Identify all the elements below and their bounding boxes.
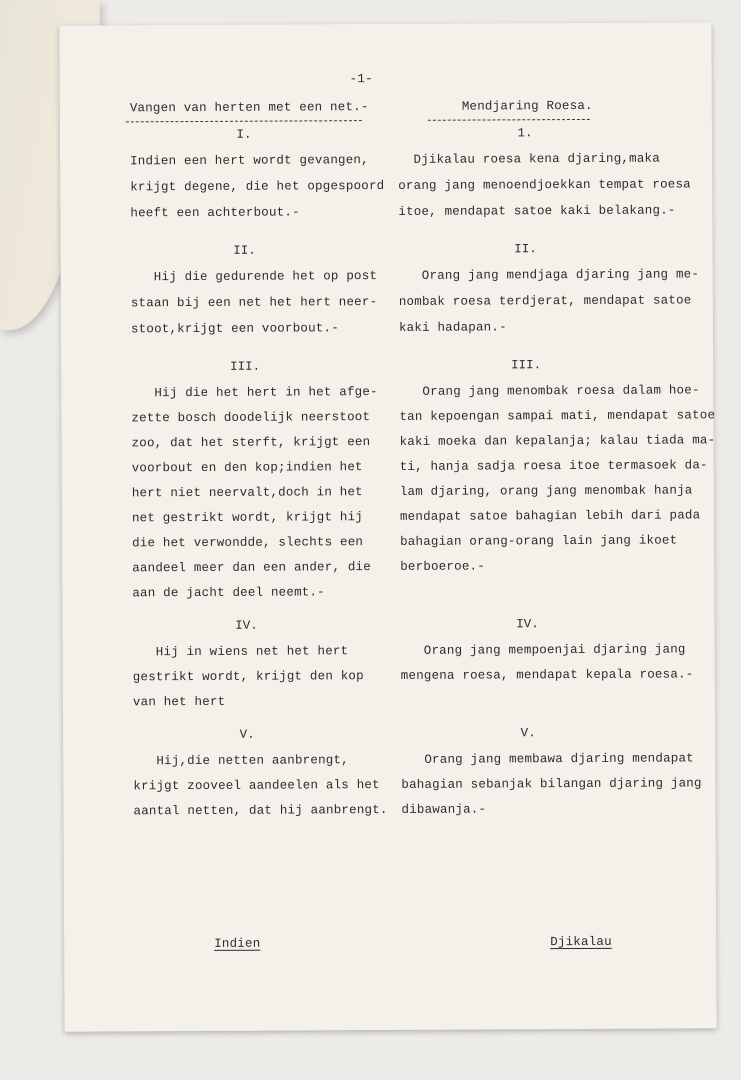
right-title: Mendjaring Roesa. <box>461 98 593 114</box>
right-text-line: kaki hadapan.- <box>398 320 507 335</box>
left-text-line: Hij,die netten aanbrengt, <box>133 753 349 769</box>
right-text-line: mendapat satoe bahagian lebih dari pada <box>399 508 701 524</box>
right-text-line: Orang jang mempoenjai djaring jang <box>400 642 686 658</box>
left-section-number: III. <box>230 359 261 374</box>
left-footer-catchword: Indien <box>214 936 261 951</box>
left-text-line: gestrikt wordt, krijgt den kop <box>132 669 364 685</box>
page-number: -1- <box>349 72 373 87</box>
left-section-number: IV. <box>235 618 258 633</box>
right-section-number: V. <box>520 726 536 741</box>
left-text-line: net gestrikt wordt, krijgt hij <box>131 510 364 526</box>
right-text-line: kaki moeka dan kepalanja; kalau tiada ma- <box>399 433 716 449</box>
right-title-rule <box>428 119 590 121</box>
left-text-line: van het hert <box>132 694 226 710</box>
left-text-line: Indien een hert wordt gevangen, <box>130 153 369 169</box>
right-text-line: Orang jang membawa djaring mendapat <box>401 751 694 767</box>
left-text-line: aantal netten, dat hij aanbrengt. <box>133 803 388 819</box>
right-section-number: II. <box>514 242 537 257</box>
right-text-line: mengena roesa, mendapat kepala roesa.- <box>400 667 694 683</box>
right-section-number: IV. <box>516 617 539 632</box>
left-text-line: stoot,krijgt een voorbout.- <box>130 321 339 337</box>
right-text-line: tan kepoengan sampai mati, mendapat satoe <box>399 408 716 424</box>
right-footer-catchword: Djikalau <box>550 934 612 950</box>
right-text-line: orang jang menoendjoekkan tempat roesa <box>398 177 691 193</box>
left-text-line: krijgt degene, die het opgespoord <box>130 179 385 195</box>
left-text-line: voorbout en den kop;indien het <box>131 460 363 476</box>
right-text-line: itoe, mendapat satoe kaki belakang.- <box>398 203 676 219</box>
right-text-line: bahagian orang-orang lain jang ikoet <box>400 533 678 549</box>
left-title-rule <box>126 120 362 122</box>
left-section-number: V. <box>239 727 255 742</box>
right-text-line: nombak roesa terdjerat, mendapat satoe <box>398 293 692 309</box>
right-text-line: Djikalau roesa kena djaring,maka <box>398 151 660 167</box>
left-text-line: aan de jacht deel neemt.- <box>132 585 325 601</box>
left-section-number: I. <box>236 127 252 142</box>
right-section-number: III. <box>511 358 542 373</box>
right-text-line: Orang jang mendjaga djaring jang me- <box>398 267 700 283</box>
typed-document-page <box>59 22 716 1031</box>
left-text-line: Hij in wiens net het hert <box>132 644 349 660</box>
left-title: Vangen van herten met een net.- <box>129 100 369 116</box>
left-text-line: staan bij een net het hert neer- <box>130 295 378 311</box>
left-text-line: aandeel meer dan een ander, die <box>132 560 371 576</box>
right-text-line: ti, hanja sadja roesa itoe termasoek da- <box>399 458 708 474</box>
left-text-line: heeft een achterbout.- <box>130 205 300 221</box>
left-text-line: krijgt zooveel aandeelen als het <box>133 778 380 794</box>
right-text-line: lam djaring, orang jang menombak hanja <box>399 483 693 499</box>
left-section-number: II. <box>233 243 256 258</box>
right-text-line: Orang jang menombak roesa dalam hoe- <box>399 383 700 399</box>
right-text-line: bahagian sebanjak bilangan djaring jang <box>401 776 702 792</box>
left-text-line: zette bosch doodelijk neerstoot <box>131 410 371 426</box>
left-text-line: Hij die het hert in het afge- <box>131 385 378 401</box>
left-text-line: hert niet neervalt,doch in het <box>131 485 363 501</box>
left-text-line: zoo, dat het sterft, krijgt een <box>131 435 371 451</box>
left-text-line: die het verwondde, slechts een <box>132 535 364 551</box>
right-text-line: berboeroe.- <box>400 559 485 574</box>
right-text-line: dibawanja.- <box>401 802 487 817</box>
left-text-line: Hij die gedurende het op post <box>130 269 378 285</box>
right-section-number: 1. <box>517 126 533 141</box>
